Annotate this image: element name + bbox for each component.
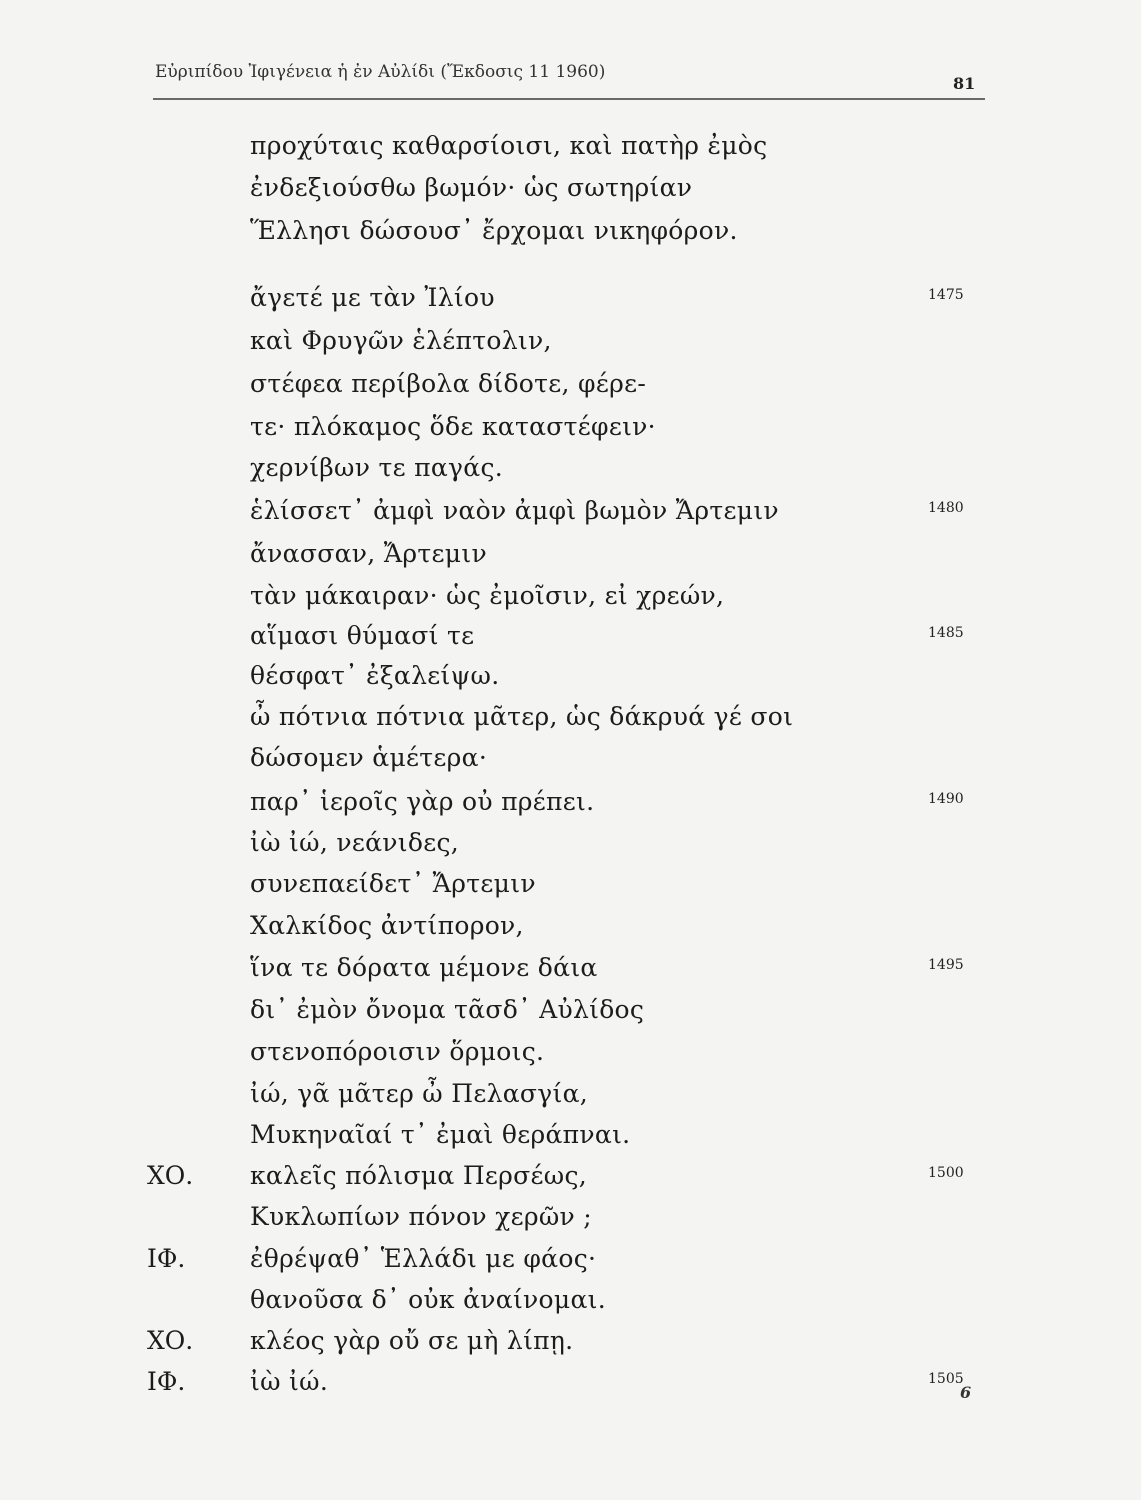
line-number: 1505 <box>928 1371 964 1387</box>
verse-text: προχύταις καθαρσίοισι, καὶ πατὴρ ἐμὸς <box>250 131 768 160</box>
speaker-label: ΧΟ. <box>147 1326 194 1355</box>
verse-line <box>0 131 1141 171</box>
verse-text: Ἕλλησι δώσουσ᾽ ἔρχομαι νικηφόρον. <box>250 216 738 245</box>
speaker-label: ΧΟ. <box>147 1161 194 1190</box>
line-number: 1475 <box>928 287 964 303</box>
verse-line <box>0 1285 1141 1325</box>
verse-line <box>0 412 1141 452</box>
line-number: 1500 <box>928 1165 964 1181</box>
verse-text: αἵμασι θύμασί τε <box>250 621 475 650</box>
verse-text: ἑλίσσετ᾽ ἀμφὶ ναὸν ἀμφὶ βωμὸν Ἄρτεμιν <box>250 496 779 525</box>
verse-line <box>0 283 1141 323</box>
verse-line <box>0 1161 1141 1201</box>
verse-text: ἵνα τε δόρατα μέμονε δάια <box>250 953 598 982</box>
speaker-label: ΙΦ. <box>147 1367 186 1396</box>
header-rule <box>153 98 985 100</box>
verse-line <box>0 453 1141 493</box>
verse-line <box>0 869 1141 909</box>
verse-text: θανοῦσα δ᾽ οὐκ ἀναίνομαι. <box>250 1285 606 1314</box>
verse-line <box>0 702 1141 742</box>
verse-line <box>0 911 1141 951</box>
line-number: 1490 <box>928 791 964 807</box>
verse-text: ἰὼ ἰώ, νεάνιδες, <box>250 828 459 857</box>
verse-text: συνεπαείδετ᾽ Ἄρτεμιν <box>250 869 536 898</box>
verse-text: τε· πλόκαμος ὅδε καταστέφειν· <box>250 412 656 441</box>
speaker-label: ΙΦ. <box>147 1244 186 1273</box>
verse-line <box>0 787 1141 827</box>
line-number: 1485 <box>928 625 964 641</box>
running-title: Εὐριπίδου Ἰφιγένεια ἡ ἐν Αὐλίδι (Ἔκδοσις 11 1960) <box>155 62 606 82</box>
verse-line <box>0 216 1141 256</box>
verse-line <box>0 1202 1141 1242</box>
verse-text: ἄνασσαν, Ἄρτεμιν <box>250 539 487 568</box>
verse-text: ἰώ, γᾶ μᾶτερ ὦ Πελασγία, <box>250 1079 589 1108</box>
verse-line <box>0 1244 1141 1284</box>
verse-text: τὰν μάκαιραν· ὡς ἐμοῖσιν, εἰ χρεών, <box>250 581 725 610</box>
verse-line <box>0 621 1141 661</box>
verse-text: παρ᾽ ἱεροῖς γὰρ οὐ πρέπει. <box>250 787 595 816</box>
verse-text: δι᾽ ἐμὸν ὄνομα τᾶσδ᾽ Αὐλίδος <box>250 995 645 1024</box>
signature-mark: 6 <box>960 1383 972 1402</box>
verse-line <box>0 743 1141 783</box>
verse-line <box>0 995 1141 1035</box>
verse-line <box>0 953 1141 993</box>
verse-line <box>0 539 1141 579</box>
verse-line <box>0 173 1141 213</box>
verse-text: ἄγετέ με τὰν Ἰλίου <box>250 283 495 312</box>
verse-line <box>0 496 1141 536</box>
verse-text: Χαλκίδος ἀντίπορον, <box>250 911 524 940</box>
verse-line <box>0 369 1141 409</box>
verse-text: στέφεα περίβολα δίδοτε, φέρε- <box>250 369 647 398</box>
line-number: 1495 <box>928 957 964 973</box>
verse-line <box>0 1120 1141 1160</box>
verse-text: θέσφατ᾽ ἐξαλείψω. <box>250 661 500 690</box>
verse-line <box>0 581 1141 621</box>
verse-line <box>0 661 1141 701</box>
verse-text: καλεῖς πόλισμα Περσέως, <box>250 1161 588 1190</box>
verse-text: καὶ Φρυγῶν ἑλέπτολιν, <box>250 326 552 355</box>
verse-text: ἐνδεξιούσθω βωμόν· ὡς σωτηρίαν <box>250 173 693 202</box>
verse-line <box>0 1079 1141 1119</box>
verse-text: κλέος γὰρ οὔ σε μὴ λίπῃ. <box>250 1326 574 1355</box>
verse-text: στενοπόροισιν ὅρμοις. <box>250 1037 545 1066</box>
verse-line <box>0 1326 1141 1366</box>
verse-line <box>0 828 1141 868</box>
verse-text: δώσομεν ἁμέτερα· <box>250 743 488 772</box>
verse-text: ἰὼ ἰώ. <box>250 1367 329 1396</box>
verse-line <box>0 1037 1141 1077</box>
verse-text: χερνίβων τε παγάς. <box>250 453 503 482</box>
verse-text: Κυκλωπίων πόνον χερῶν ; <box>250 1202 593 1231</box>
verse-text: Μυκηναῖαί τ᾽ ἐμαὶ θεράπναι. <box>250 1120 631 1149</box>
page-number: 81 <box>953 74 976 93</box>
line-number: 1480 <box>928 500 964 516</box>
verse-text: ὦ πότνια πότνια μᾶτερ, ὡς δάκρυά γέ σοι <box>250 702 794 731</box>
verse-line <box>0 326 1141 366</box>
verse-text: ἐθρέψαθ᾽ Ἑλλάδι με φάος· <box>250 1244 597 1273</box>
